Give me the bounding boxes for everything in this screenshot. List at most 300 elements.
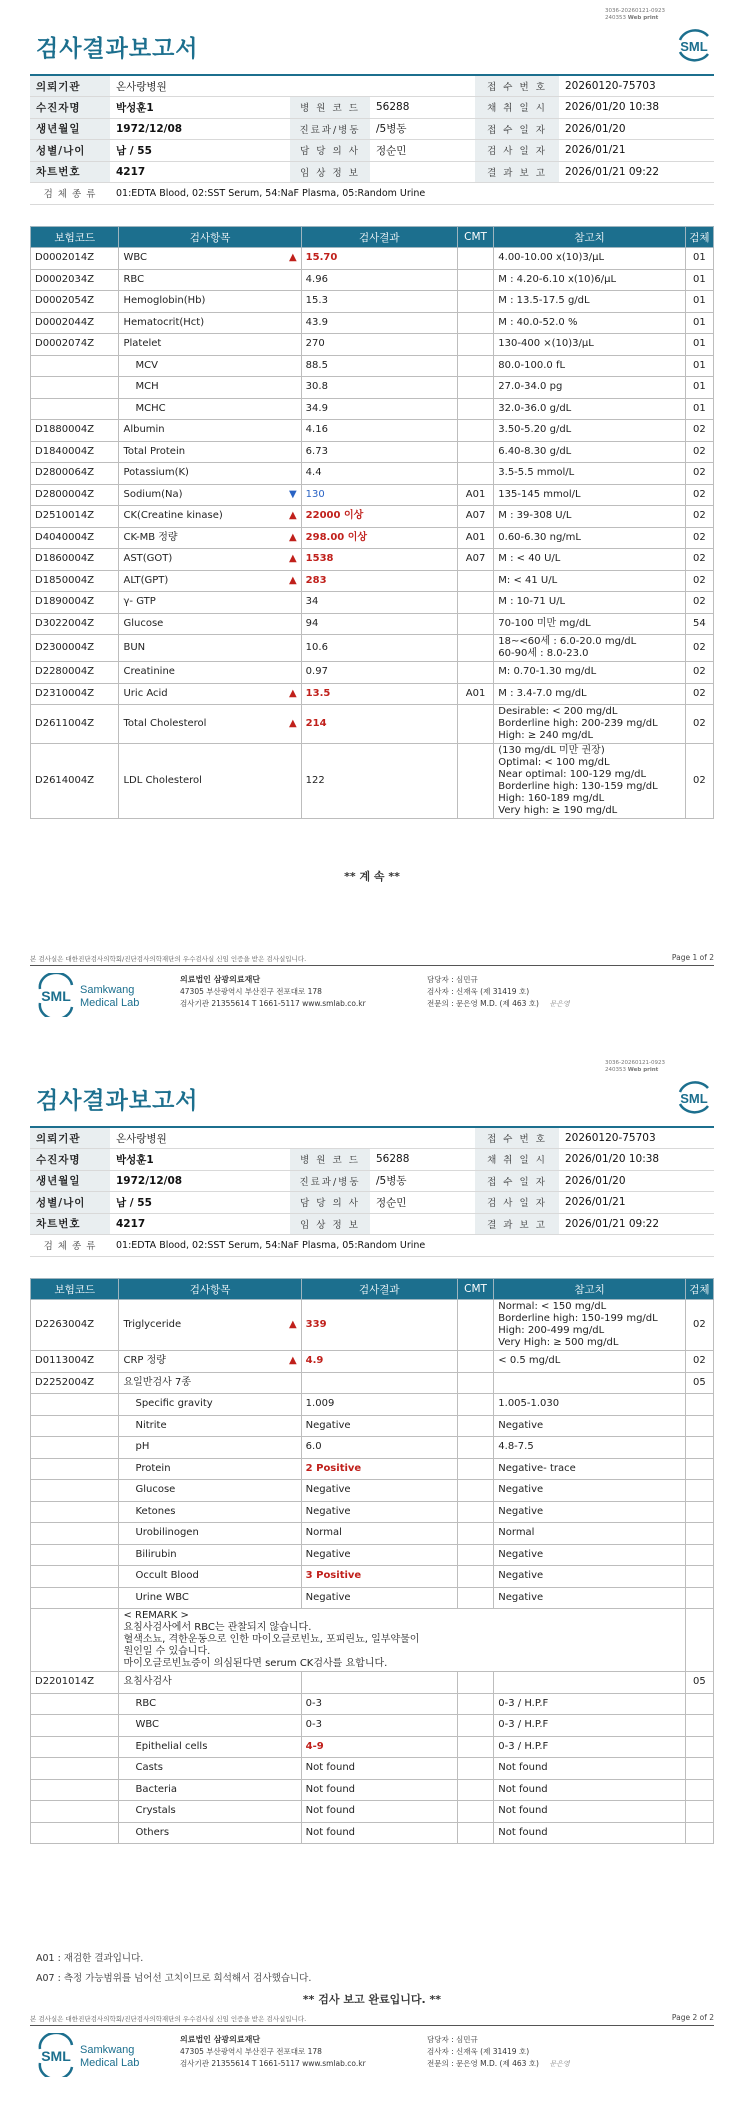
test-item-label: Creatinine: [123, 666, 175, 678]
sub-ref: Not found: [494, 1801, 686, 1823]
high-flag-icon: ▲: [288, 718, 297, 729]
sub-result: Negative: [301, 1544, 457, 1566]
test-specimen: 05: [685, 1372, 713, 1394]
high-flag-icon: ▲: [288, 252, 297, 264]
remark-line: 원인일 수 있습니다.: [123, 1646, 211, 1657]
continued-note: ** 계 속 **: [344, 870, 400, 883]
test-item-label: Total Cholesterol: [123, 718, 207, 729]
results-table-page-1: [30, 226, 714, 819]
test-ref: M : 40.0-52.0 %: [494, 312, 686, 334]
result-row: [31, 463, 714, 485]
test-code: D2614004Z: [31, 744, 119, 819]
test-item: [119, 683, 301, 705]
sub-result-row: [31, 1566, 714, 1588]
test-code: [31, 398, 119, 420]
test-item-label: Uric Acid: [123, 687, 168, 699]
sub-item: pH: [119, 1437, 301, 1459]
test-result: 298.00 이상: [301, 527, 457, 549]
sub-result-row: [31, 1715, 714, 1737]
sub-item: Urobilinogen: [119, 1523, 301, 1545]
sub-ref: Negative- trace: [494, 1458, 686, 1480]
col-spec: 검체: [685, 1279, 713, 1300]
test-ref: 6.40-8.30 g/dL: [494, 441, 686, 463]
test-cmt: [457, 662, 493, 684]
test-cmt: [457, 377, 493, 399]
remark-box: [119, 1609, 685, 1672]
test-specimen: 02: [685, 662, 713, 684]
test-item: [119, 506, 301, 528]
result-row: [31, 613, 714, 635]
result-row: [31, 312, 714, 334]
signers: 담당자 : 심민규 검사자 : 신재욱 (제 31419 호) 전문의 : 문은영 M.D. (제 463 호) 문은영: [427, 2035, 570, 2068]
test-specimen: 02: [685, 420, 713, 442]
sub-ref: Not found: [494, 1758, 686, 1780]
test-result: 30.8: [301, 377, 457, 399]
sml-logo: [672, 1078, 716, 1117]
test-code: D2611004Z: [31, 705, 119, 744]
test-result: 0.97: [301, 662, 457, 684]
test-code: D1890004Z: [31, 592, 119, 614]
test-item-label: Triglyceride: [123, 1319, 182, 1330]
test-code: D0002014Z: [31, 248, 119, 270]
sub-result: Normal: [301, 1523, 457, 1545]
test-cmt: [457, 744, 493, 819]
col-result: 검사결과: [301, 227, 457, 248]
test-result: 15.3: [301, 291, 457, 313]
test-result: 15.70: [301, 248, 457, 270]
test-ref: M: < 41 U/L: [494, 570, 686, 592]
sub-result-row: [31, 1458, 714, 1480]
test-specimen: 01: [685, 269, 713, 291]
sub-result: Negative: [301, 1587, 457, 1609]
test-cmt: A07: [457, 506, 493, 528]
test-specimen: 02: [685, 744, 713, 819]
svg-text:Medical Lab: Medical Lab: [80, 2057, 140, 2069]
low-flag-icon: ▼: [288, 488, 297, 500]
test-ref: 32.0-36.0 g/dL: [494, 398, 686, 420]
test-specimen: 02: [685, 570, 713, 592]
test-specimen: 02: [685, 506, 713, 528]
result-row: [31, 484, 714, 506]
test-cmt: [457, 291, 493, 313]
test-ref: M : < 40 U/L: [494, 549, 686, 571]
test-item: [119, 334, 301, 356]
high-flag-icon: ▲: [288, 553, 297, 565]
test-result: 22000 이상: [301, 506, 457, 528]
test-cmt: A01: [457, 484, 493, 506]
sub-result: 1.009: [301, 1394, 457, 1416]
sub-result: Negative: [301, 1415, 457, 1437]
test-specimen: 01: [685, 334, 713, 356]
test-cmt: [457, 248, 493, 270]
test-code: [31, 355, 119, 377]
test-item-label: Albumin: [123, 424, 165, 436]
test-ref: (130 mg/dL 미만 권장) Optimal: < 100 mg/dL Near optimal: 100-129 mg/dL Borderline high: 130-159 mg/dL High: 160-189 mg/dL Very high: ≥ 190 mg/dL: [494, 744, 686, 819]
test-code: D1840004Z: [31, 441, 119, 463]
test-ref: Desirable: < 200 mg/dL Borderline high: 200-239 mg/dL High: ≥ 240 mg/dL: [494, 705, 686, 744]
test-result: 4.96: [301, 269, 457, 291]
test-item: [119, 269, 301, 291]
sub-item: Specific gravity: [119, 1394, 301, 1416]
test-ref: M : 3.4-7.0 mg/dL: [494, 683, 686, 705]
test-item: [119, 613, 301, 635]
test-ref: M : 13.5-17.5 g/dL: [494, 291, 686, 313]
col-ref: 참고치: [494, 227, 686, 248]
test-item-label: BUN: [123, 642, 146, 653]
test-item-label: CRP 정량: [123, 1355, 166, 1367]
sub-item: Epithelial cells: [119, 1736, 301, 1758]
sub-result: 2 Positive: [301, 1458, 457, 1480]
test-result: 122: [301, 744, 457, 819]
test-item-label: Hemoglobin(Hb): [123, 295, 206, 307]
col-cmt: CMT: [457, 227, 493, 248]
report-print-id: 3036-20260121-0923 240353 Web print: [605, 1060, 665, 1073]
signers: 담당자 : 심민규 검사자 : 신재욱 (제 31419 호) 전문의 : 문은영 M.D. (제 463 호) 문은영: [427, 975, 570, 1008]
sub-ref: 0-3 / H.P.F: [494, 1693, 686, 1715]
sub-item: Bilirubin: [119, 1544, 301, 1566]
result-row: [31, 744, 714, 819]
test-item: [119, 398, 301, 420]
test-result: 34.9: [301, 398, 457, 420]
svg-text:Samkwang: Samkwang: [80, 2044, 135, 2056]
test-cmt: [457, 463, 493, 485]
test-result: 10.6: [301, 635, 457, 662]
sub-item: Nitrite: [119, 1415, 301, 1437]
test-ref: Normal: < 150 mg/dL Borderline high: 150-199 mg/dL High: 200-499 mg/dL Very High: ≥ 500 mg/dL: [494, 1300, 686, 1351]
sub-item: Glucose: [119, 1480, 301, 1502]
remark-row: [31, 1609, 714, 1672]
test-item: [119, 1300, 301, 1351]
result-row: [31, 1351, 714, 1373]
high-flag-icon: ▲: [288, 1319, 297, 1330]
test-code: D0002074Z: [31, 334, 119, 356]
results-table-page-2: [30, 1278, 714, 1844]
test-cmt: A01: [457, 527, 493, 549]
sub-result-row: [31, 1480, 714, 1502]
col-result: 검사결과: [301, 1279, 457, 1300]
test-result: 130: [301, 484, 457, 506]
sub-ref: Negative: [494, 1415, 686, 1437]
sub-result-row: [31, 1394, 714, 1416]
test-item: [119, 420, 301, 442]
test-item-label: AST(GOT): [123, 553, 173, 565]
sub-result-row: [31, 1544, 714, 1566]
svg-text:SML: SML: [680, 39, 708, 54]
result-row: [31, 1300, 714, 1351]
sub-ref: 1.005-1.030: [494, 1394, 686, 1416]
report-complete: ** 검사 보고 완료입니다. **: [302, 1993, 442, 2006]
test-code: D1860004Z: [31, 549, 119, 571]
test-ref: 27.0-34.0 pg: [494, 377, 686, 399]
test-result: 94: [301, 613, 457, 635]
report-title: 검사결과보고서: [36, 1088, 199, 1114]
result-row: [31, 592, 714, 614]
col-code: 보험코드: [31, 227, 119, 248]
cert-text: 본 검사실은 대한진단검사의학회/진단검사의학재단의 우수검사실 신임 인증을 받은 검사실입니다.: [30, 955, 307, 963]
sub-result-row: [31, 1523, 714, 1545]
result-row: [31, 420, 714, 442]
test-result: 1538: [301, 549, 457, 571]
result-row: [31, 570, 714, 592]
sub-result: 4-9: [301, 1736, 457, 1758]
sub-result-row: [31, 1415, 714, 1437]
sub-ref: 0-3 / H.P.F: [494, 1736, 686, 1758]
group-title: 요일반검사 7종: [119, 1372, 301, 1394]
test-item: [119, 570, 301, 592]
test-specimen: 02: [685, 592, 713, 614]
svg-text:Medical Lab: Medical Lab: [80, 997, 140, 1009]
sub-result-row: [31, 1801, 714, 1823]
test-result: 270: [301, 334, 457, 356]
test-cmt: A01: [457, 683, 493, 705]
test-specimen: 02: [685, 1300, 713, 1351]
test-code: D2510014Z: [31, 506, 119, 528]
test-ref: 130-400 ×(10)3/μL: [494, 334, 686, 356]
sub-item: Crystals: [119, 1801, 301, 1823]
col-spec: 검체: [685, 227, 713, 248]
sub-item: Others: [119, 1822, 301, 1844]
test-ref: M : 10-71 U/L: [494, 592, 686, 614]
report-title: 검사결과보고서: [36, 36, 199, 62]
sub-item: Urine WBC: [119, 1587, 301, 1609]
sub-item: Ketones: [119, 1501, 301, 1523]
sub-ref: Normal: [494, 1523, 686, 1545]
sub-ref: Negative: [494, 1501, 686, 1523]
test-result: 4.4: [301, 463, 457, 485]
test-ref: M : 39-308 U/L: [494, 506, 686, 528]
sub-item: WBC: [119, 1715, 301, 1737]
samkwang-logo: [36, 973, 156, 1020]
test-result: 13.5: [301, 683, 457, 705]
sub-result-row: [31, 1822, 714, 1844]
result-row: [31, 248, 714, 270]
report-page-2: [0, 1052, 744, 2104]
sub-ref: Negative: [494, 1544, 686, 1566]
result-row: [31, 506, 714, 528]
result-row: [31, 549, 714, 571]
sub-result: Negative: [301, 1480, 457, 1502]
test-cmt: [457, 570, 493, 592]
test-item-label: Glucose: [123, 617, 164, 629]
test-item-label: RBC: [123, 273, 145, 285]
test-ref: M : 4.20-6.10 x(10)6/μL: [494, 269, 686, 291]
patient-info-table: 의뢰기관 온사랑병원 접 수 번 호 20260120-75703 수진자명 박성훈1 병 원 코 드 56288 채 취 일 시 2026/01/20 10:38 생년월일 1972/12/08 진료과/병동 /5병동 접 수 일 자 2026/01/20 성별/나이 남 / 55 담 당 의 사 정순민 검 사 일 자 2026/01/21 차트번호 4217 임 상 정 보 결 과 보 고 2026/01/21 09:22 검 체 종 류 01:EDTA Blood, 02:SST Serum, 54:NaF Plasma, 05:Random Urine: [30, 74, 714, 205]
sub-result: 6.0: [301, 1437, 457, 1459]
sub-result: 3 Positive: [301, 1566, 457, 1588]
test-specimen: 01: [685, 312, 713, 334]
test-ref: 70-100 미만 mg/dL: [494, 613, 686, 635]
sub-ref: Negative: [494, 1566, 686, 1588]
test-item: [119, 248, 301, 270]
sub-result-row: [31, 1693, 714, 1715]
svg-text:SML: SML: [41, 2048, 71, 2064]
test-ref: 3.5-5.5 mmol/L: [494, 463, 686, 485]
group-header-row: [31, 1672, 714, 1694]
test-item: [119, 291, 301, 313]
test-cmt: [457, 334, 493, 356]
test-item-label: MCHC: [135, 402, 166, 414]
test-item: [119, 484, 301, 506]
test-specimen: 01: [685, 355, 713, 377]
sub-result: Negative: [301, 1501, 457, 1523]
col-ref: 참고치: [494, 1279, 686, 1300]
test-cmt: [457, 1300, 493, 1351]
sub-result-row: [31, 1587, 714, 1609]
test-item-label: Hematocrit(Hct): [123, 316, 205, 328]
test-ref: < 0.5 mg/dL: [494, 1351, 686, 1373]
test-ref: M: 0.70-1.30 mg/dL: [494, 662, 686, 684]
high-flag-icon: ▲: [288, 687, 297, 699]
test-item: [119, 635, 301, 662]
col-item: 검사항목: [119, 1279, 301, 1300]
test-specimen: 02: [685, 484, 713, 506]
test-specimen: 01: [685, 398, 713, 420]
sub-ref: 0-3 / H.P.F: [494, 1715, 686, 1737]
test-cmt: [457, 613, 493, 635]
test-item: [119, 377, 301, 399]
result-row: [31, 398, 714, 420]
sub-ref: 4.8-7.5: [494, 1437, 686, 1459]
result-row: [31, 635, 714, 662]
result-row: [31, 441, 714, 463]
sub-result-row: [31, 1758, 714, 1780]
test-item-label: Platelet: [123, 338, 162, 350]
sub-ref: Not found: [494, 1779, 686, 1801]
test-item-label: Potassium(K): [123, 467, 189, 479]
test-code: [31, 377, 119, 399]
test-item-label: LDL Cholesterol: [123, 775, 202, 786]
result-row: [31, 355, 714, 377]
high-flag-icon: ▲: [288, 531, 297, 543]
test-item: [119, 527, 301, 549]
test-cmt: [457, 441, 493, 463]
test-cmt: [457, 1351, 493, 1373]
group-header-row: [31, 1372, 714, 1394]
cert-text: 본 검사실은 대한진단검사의학회/진단검사의학재단의 우수검사실 신임 인증을 받은 검사실입니다.: [30, 2015, 307, 2023]
test-code: D1880004Z: [31, 420, 119, 442]
test-result: 43.9: [301, 312, 457, 334]
sub-result-row: [31, 1779, 714, 1801]
patient-info-table: 의뢰기관 온사랑병원 접 수 번 호 20260120-75703 수진자명 박성훈1 병 원 코 드 56288 채 취 일 시 2026/01/20 10:38 생년월일 1972/12/08 진료과/병동 /5병동 접 수 일 자 2026/01/20 성별/나이 남 / 55 담 당 의 사 정순민 검 사 일 자 2026/01/21 차트번호 4217 임 상 정 보 결 과 보 고 2026/01/21 09:22 검 체 종 류 01:EDTA Blood, 02:SST Serum, 54:NaF Plasma, 05:Random Urine: [30, 1126, 714, 1257]
sub-item: RBC: [119, 1693, 301, 1715]
test-code: D2201014Z: [31, 1672, 119, 1694]
test-code: D2300004Z: [31, 635, 119, 662]
high-flag-icon: ▲: [288, 1355, 297, 1367]
samkwang-logo: [36, 2033, 156, 2080]
sub-result-row: [31, 1501, 714, 1523]
note-a01: A01 : 재검한 결과입니다.: [36, 1953, 144, 1964]
sub-result-row: [31, 1736, 714, 1758]
sub-ref: Not found: [494, 1822, 686, 1844]
test-cmt: [457, 398, 493, 420]
test-ref: 135-145 mmol/L: [494, 484, 686, 506]
sub-result: Not found: [301, 1758, 457, 1780]
test-item-label: CK(Creatine kinase): [123, 510, 223, 522]
test-result: 4.16: [301, 420, 457, 442]
page-number: Page 2 of 2: [671, 2013, 714, 2022]
col-code: 보험코드: [31, 1279, 119, 1300]
sub-item: Protein: [119, 1458, 301, 1480]
test-cmt: [457, 269, 493, 291]
test-result: 88.5: [301, 355, 457, 377]
remark-line: 마이오글로빈뇨증이 의심된다면 serum CK검사를 요합니다.: [123, 1658, 388, 1669]
test-item: [119, 463, 301, 485]
test-item-label: Sodium(Na): [123, 488, 183, 500]
result-row: [31, 683, 714, 705]
test-specimen: 01: [685, 377, 713, 399]
sub-result-row: [31, 1437, 714, 1459]
result-row: [31, 662, 714, 684]
sub-ref: Negative: [494, 1587, 686, 1609]
test-item: [119, 705, 301, 744]
test-cmt: [457, 705, 493, 744]
test-cmt: A07: [457, 549, 493, 571]
result-row: [31, 377, 714, 399]
test-item: [119, 592, 301, 614]
test-result: 339: [301, 1300, 457, 1351]
test-item-label: ALT(GPT): [123, 574, 169, 586]
test-code: D2800064Z: [31, 463, 119, 485]
test-code: D1850004Z: [31, 570, 119, 592]
test-specimen: 02: [685, 683, 713, 705]
test-item: [119, 549, 301, 571]
test-specimen: 02: [685, 705, 713, 744]
test-item: [119, 744, 301, 819]
test-item-label: Total Protein: [123, 445, 186, 457]
test-specimen: 02: [685, 549, 713, 571]
result-row: [31, 291, 714, 313]
test-specimen: 02: [685, 441, 713, 463]
test-result: 6.73: [301, 441, 457, 463]
svg-text:Samkwang: Samkwang: [80, 984, 135, 996]
test-specimen: 02: [685, 1351, 713, 1373]
sub-result: 0-3: [301, 1715, 457, 1737]
sub-result: Not found: [301, 1822, 457, 1844]
test-code: D2800004Z: [31, 484, 119, 506]
test-code: D4040004Z: [31, 527, 119, 549]
col-cmt: CMT: [457, 1279, 493, 1300]
test-code: D2263004Z: [31, 1300, 119, 1351]
result-row: [31, 269, 714, 291]
test-result: 283: [301, 570, 457, 592]
remark-line: 요침사검사에서 RBC는 관찰되지 않습니다.: [123, 1622, 312, 1633]
test-code: D3022004Z: [31, 613, 119, 635]
test-item-label: MCV: [135, 359, 158, 371]
test-result: 214: [301, 705, 457, 744]
test-ref: 3.50-5.20 g/dL: [494, 420, 686, 442]
sub-result: Not found: [301, 1779, 457, 1801]
result-row: [31, 334, 714, 356]
result-row: [31, 705, 714, 744]
col-item: 검사항목: [119, 227, 301, 248]
test-specimen: 05: [685, 1672, 713, 1694]
sub-result: Not found: [301, 1801, 457, 1823]
test-code: D2280004Z: [31, 662, 119, 684]
sml-logo: [672, 26, 716, 65]
test-specimen: 02: [685, 463, 713, 485]
sub-ref: Negative: [494, 1480, 686, 1502]
test-cmt: [457, 635, 493, 662]
test-code: D0113004Z: [31, 1351, 119, 1373]
test-item: [119, 441, 301, 463]
svg-text:SML: SML: [680, 1091, 708, 1106]
group-title: 요침사검사: [119, 1672, 301, 1694]
high-flag-icon: ▲: [288, 510, 297, 522]
test-cmt: [457, 355, 493, 377]
test-item: [119, 355, 301, 377]
test-specimen: 01: [685, 248, 713, 270]
report-print-id: 3036-20260121-0923 240353 Web print: [605, 8, 665, 21]
